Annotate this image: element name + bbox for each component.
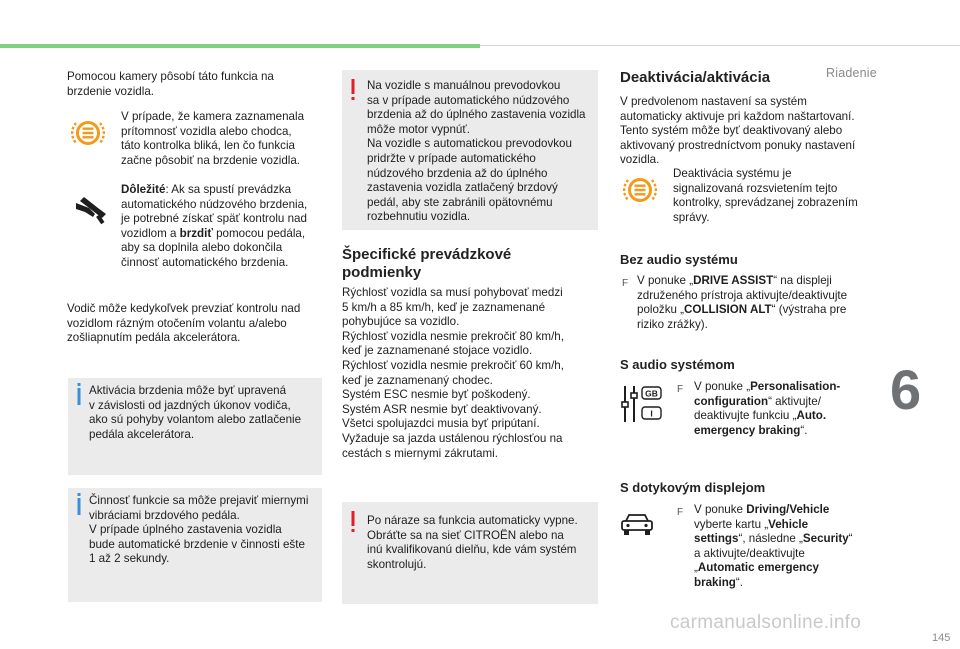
touch-text-1: V ponuke (694, 503, 747, 516)
bullet-marker: F (677, 384, 684, 395)
specific-conditions-text: Rýchlosť vozidla sa musí pohybovať medzi 5 km/h a 85 km/h, keď je zaznamenané pohybujúce sa vozidlo. Rýchlosť vozidla nesmie prekročiť 80 km/h, keď je zaznamenané stojace vozidlo. Rýchlosť vozidla nesmie prekročiť 60 km/h, keď je zaznamenaný chodec. Systém ESC nesmie byť poškodený. Systém ASR nesmie byť deaktivovaný. Všetci spolujazdci musia byť pripútaní. Vyžaduje sa jazda ustálenou rýchlosťou na cestách s miernymi zákrutami. (342, 286, 564, 460)
warning-exclamation-icon (350, 79, 356, 101)
important-note (121, 183, 307, 271)
braking-warning-lamp-icon (70, 117, 106, 149)
no-audio-text-1: V ponuke „ (637, 274, 694, 287)
audio-menu-buttons-icon (620, 384, 664, 424)
deactivation-intro: V predvolenom nastavení sa systém automaticky aktivuje pri každom naštartovaní. Tento systém môže byť deaktivovaný alebo aktivovaný prostredníctvom ponuky nastavení vozidla. (620, 95, 856, 167)
warning-exclamation-icon (350, 511, 356, 533)
touchscreen-heading: S dotykovým displejom (620, 480, 766, 495)
header-accent-bar (0, 44, 480, 48)
audio-text-2: “ aktivujte/ deaktivujte funkciu „ (694, 394, 821, 423)
deactivation-heading: Deaktivácia/aktivácia (620, 69, 771, 86)
camera-note: V prípade, že kamera zaznamenala prítomnosť vozidla alebo chodca, táto kontrolka bliká, len čo funkcia začne pôsobiť na brzdenie vozidla. (121, 110, 305, 167)
audio-instructions (694, 380, 840, 438)
watermark: carmanualsonline.info (670, 612, 862, 633)
section-title: Riadenie (826, 66, 877, 80)
touch-bold-2: Vehicle settings (694, 517, 809, 546)
info-marker-icon (76, 383, 82, 405)
info-marker-icon (76, 493, 82, 515)
braking-deactivated-lamp-icon (622, 174, 658, 206)
audio-heading: S audio systémom (620, 357, 735, 372)
bullet-marker: F (677, 507, 684, 518)
warning-box-2 (342, 502, 598, 604)
audio-text-1: V ponuke „ (694, 380, 751, 393)
warning-text-2: Po náraze sa funkcia automaticky vypne. Obráťte sa na sieť CITROËN alebo na inú kvalifikovanú dielňu, kde vám systém skontrolujú. (367, 514, 578, 571)
bullet-marker: F (622, 278, 629, 289)
audio-text-3: “. (800, 423, 808, 437)
info-text-2: Činnosť funkcie sa môže prejaviť miernymi vibráciami brzdového pedála. V prípade úplného zastavenia vozidla bude automatické brzdenie v činnosti ešte 1 až 2 sekundy. (89, 494, 309, 566)
deactivation-note: Deaktivácia systému je signalizovaná rozsvietením tejto kontrolky, sprevádzanej zobrazením správy. (673, 167, 858, 224)
important-label: Dôležité (121, 183, 166, 196)
override-text: Vodič môže kedykoľvek prevziať kontrolu nad vozidlom rázným otočením volantu a/alebo zošliapnutím pedála akcelerátora. (67, 302, 301, 345)
foot-on-pedal-icon (71, 188, 109, 226)
touch-bold-4: Automatic emergency braking (694, 561, 820, 589)
header-rule (480, 45, 960, 46)
touch-text-4: “ a aktivujte/deaktivujte „ (694, 532, 853, 575)
vehicle-icon (620, 512, 654, 538)
i-button-label: I (650, 408, 653, 419)
page-number: 145 (932, 632, 951, 644)
warning-box-1 (342, 70, 598, 230)
info-box-2 (68, 488, 322, 602)
important-text-2: pomocou pedála, aby sa doplnila alebo dokončila činnosť automatického brzdenia. (121, 226, 306, 269)
info-box-1 (68, 378, 322, 475)
touchscreen-instructions (694, 503, 853, 591)
no-audio-bold-1: DRIVE ASSIST (693, 274, 774, 287)
audio-bold-2: Auto. emergency braking (694, 409, 827, 437)
touch-text-3: “, následne „ (738, 532, 803, 546)
intro-text: Pomocou kamery pôsobí táto funkcia na brzdenie vozidla. (67, 70, 274, 98)
important-text-1: : Ak sa spustí prevádzka automatického núdzového brzdenia, je potrebné získať späť kontrolu nad vozidlom a (121, 183, 308, 240)
no-audio-text-2: “ na displeji združeného prístroja aktivujte/deaktivujte položku „ (637, 274, 848, 317)
touch-bold-1: Driving/Vehicle (746, 503, 830, 516)
no-audio-text-3: “ (výstraha pre riziko zrážky). (637, 303, 847, 331)
touch-text-5: “. (735, 575, 743, 589)
no-audio-bold-2: COLLISION ALT (684, 303, 772, 317)
audio-bold-1: Personalisation- configuration (694, 380, 841, 408)
touch-text-2: vyberte kartu „ (694, 517, 769, 531)
no-audio-heading: Bez audio systému (620, 252, 738, 267)
important-bold: brzdiť (179, 226, 213, 240)
chapter-number: 6 (890, 358, 922, 421)
no-audio-instructions (637, 274, 847, 332)
specific-conditions-heading: Špecifické prevádzkové podmienky (342, 246, 512, 281)
info-text-1: Aktivácia brzdenia môže byť upravená v závislosti od jazdných úkonov vodiča, ako sú pohyby volantom alebo zatlačenie pedála akcelerátora. (89, 384, 302, 441)
touch-bold-3: Security (802, 532, 849, 546)
gb-button-label: GB (645, 388, 658, 399)
warning-text-1: Na vozidle s manuálnou prevodovkou sa v prípade automatického núdzového brzdenia až do úplného zastavenia vozidla môže motor vypnúť. Na vozidle s automatickou prevodovkou pridržte v prípade automatického núdzového brzdenia až do úplného zastavenia vozidla zatlačený brzdový pedál, aby ste zabránili opätovnému rozbehnutiu vozidla. (367, 79, 586, 224)
